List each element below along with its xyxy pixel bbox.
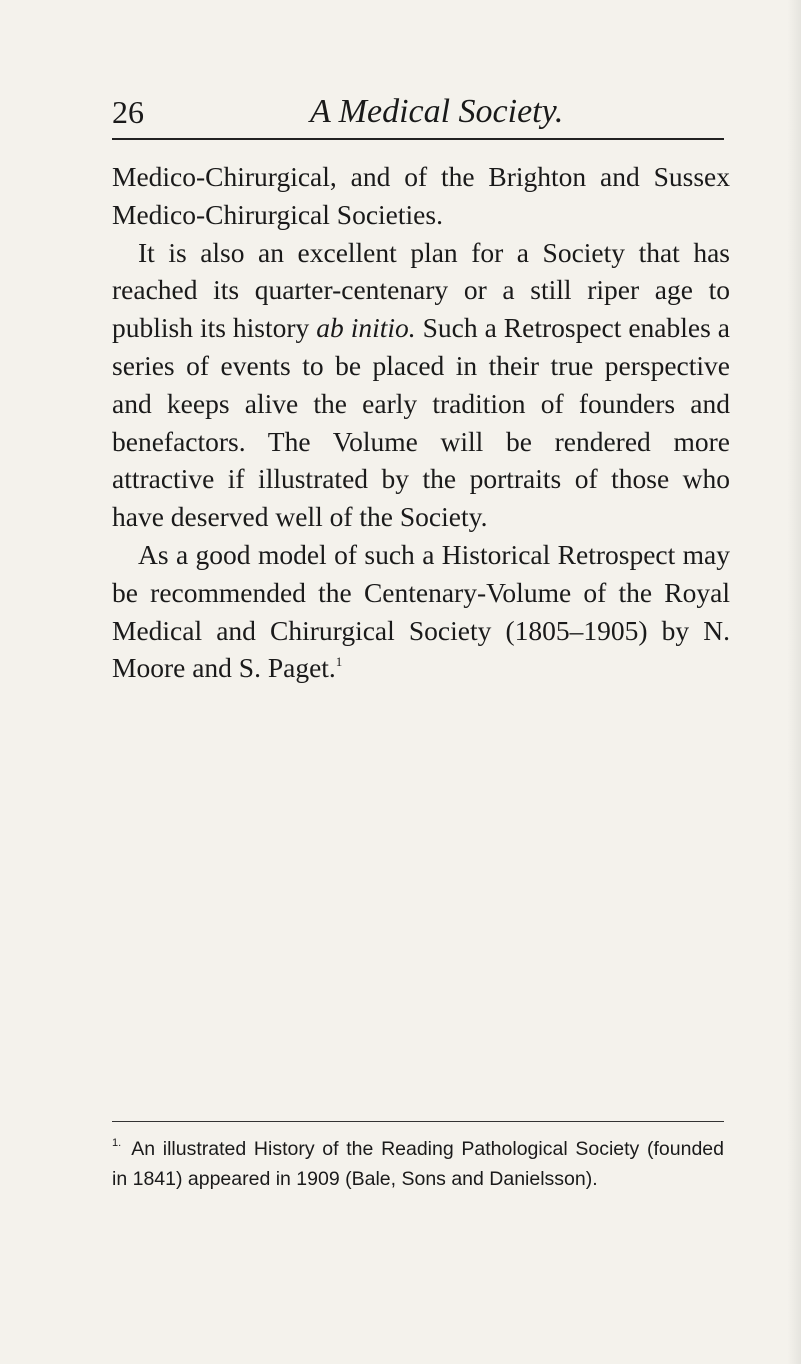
footnote (112, 1134, 724, 1194)
paragraph-2-text-start: It is also an excellent plan for a Society that has reached its quarter-centenary or a still riper age to publish its history (112, 236, 730, 344)
paragraph-1: Medico-Chirurgical, and of the Brighton and Sussex Medico-Chirurgical Societies. (112, 161, 730, 230)
footnote-rule (112, 1121, 724, 1122)
footnote-marker: 1. (112, 1137, 122, 1149)
footnote-text: An illustrated History of the Reading Pathological Society (founded in 1841) appeared in 1909 (Bale, Sons and Danielsson). (112, 1138, 724, 1190)
paragraph-3 (112, 536, 730, 687)
paragraph-2-text-end: Such a Retrospect enables a series of events to be placed in their true perspective and keeps alive the early tradition of founders and benefactors. The Volume will be rendered more attractive if illustrated by the portraits of those who have deserved well of the Society. (112, 312, 730, 533)
running-title: A Medical Society. (310, 93, 564, 130)
body-text (112, 158, 730, 687)
paragraph-2-italic-phrase: ab initio. (316, 312, 416, 344)
paragraph-2 (112, 234, 730, 536)
header-rule (112, 138, 724, 140)
footnote-paragraph (112, 1134, 724, 1194)
page-number: 26 (112, 94, 144, 130)
page-edge-shadow (787, 0, 801, 1364)
footnote-reference[interactable]: 1 (335, 654, 343, 670)
paragraph-3-text: As a good model of such a Historical Retrospect may be recommended the Centenary-Volume of the Royal Medical and Chirurgical Society (1805–1905) by N. Moore and S. Paget. (112, 538, 730, 684)
page-header (112, 92, 724, 136)
